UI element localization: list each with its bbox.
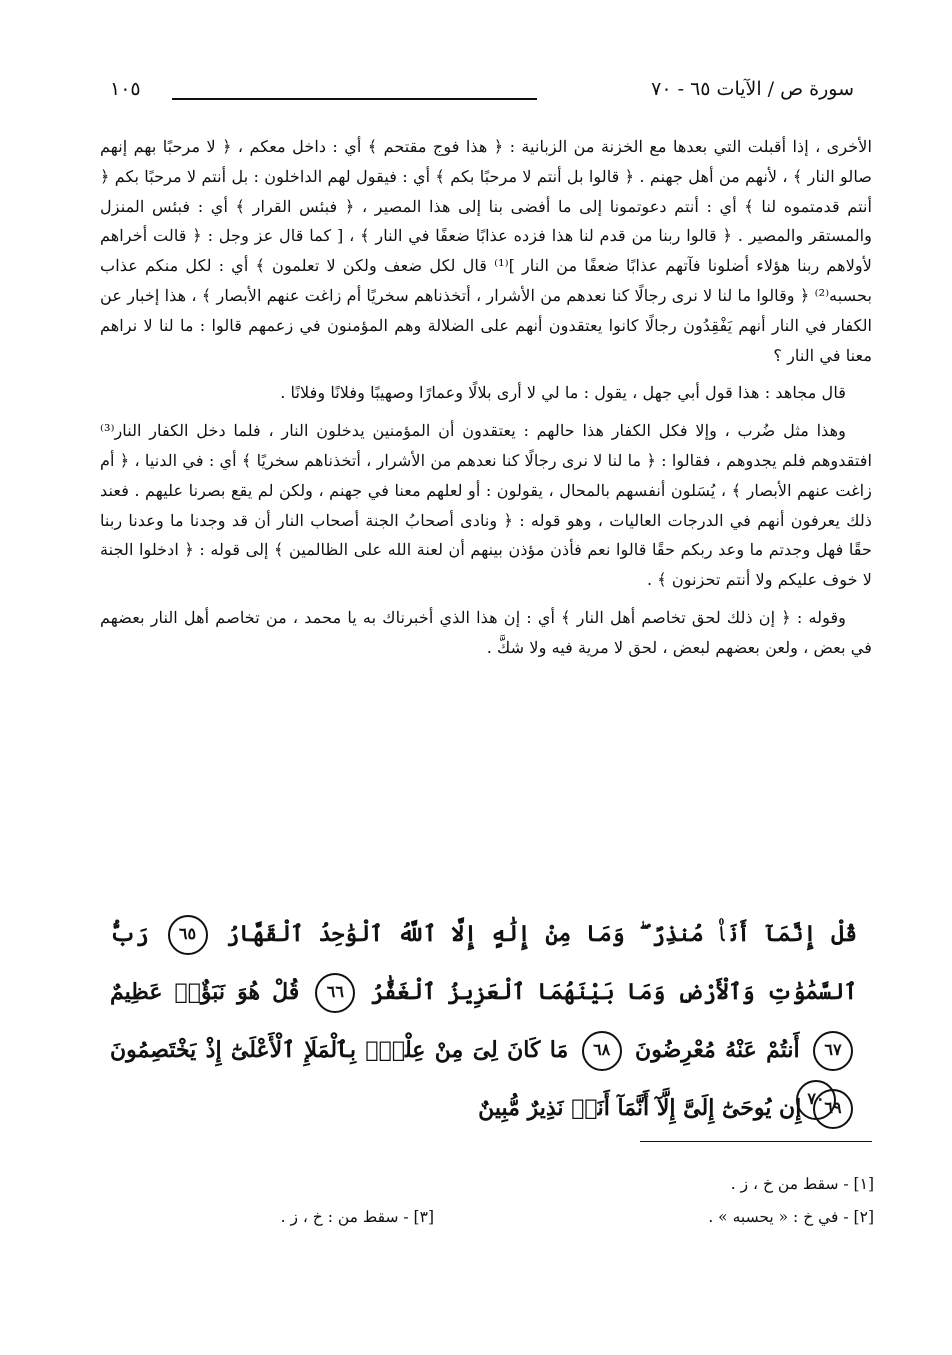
footnotes — [200, 1168, 874, 1234]
footnote: [١] - سقط من خ ، ز . — [730, 1175, 874, 1193]
verse-number-marker: ٦٥ — [168, 915, 208, 955]
surah-title: سورة ص / الآيات ٦٥ - ٧٠ — [651, 78, 854, 100]
paragraph: وهذا مثل ضُرب ، وإلا فكل الكفار هذا حالهم : يعتقدون أن المؤمنين يدخلون النار ، فلما دخل الكفار النار⁽³⁾ افتقدوهم فلم يجدوهم ، فقالوا : ﴿ ما لنا لا نرى رجالًا كنا نعدهم من الأشرار ، أتخذناهم سخريًا ﴾ أي : في الدنيا ، ﴿ أم زاغت عنهم الأبصار ﴾ ، يُسَلون أنفسهم بالمحال ، يقولون : أو لعلهم معنا في جهنم ، ولكن لم يقع بصرنا عليهم . فعند ذلك يعرفون أنهم في الدرجات العاليات ، وهو قوله : ﴿ ونادى أصحابُ الجنة أصحاب النار أن قد وجدنا ما وعدنا ربنا حقًا فهل وجدتم ما وعد ربكم حقًا قالوا نعم فأذن مؤذن بينهم أن لعنة الله على الظالمين ﴾ إلى قوله : ﴿ ادخلوا الجنة لا خوف عليكم ولا أنتم تحزنون ﴾ . — [100, 421, 872, 590]
verse-number-marker: ٦٦ — [315, 973, 355, 1013]
verse-text: رَبُّ ٱلسَّمَٰوَٰتِ وَٱلْأَرْضِ وَمَا بَيْنَهُمَا ٱلْعَزِيزُ ٱلْغَفَّٰرُ — [110, 921, 857, 1005]
verse-text: قُلْ هُوَ نَبَؤٌا۟ عَظِيمٌ — [110, 979, 300, 1005]
verse-number-marker: ٧٠ — [796, 1080, 836, 1120]
quran-verses — [110, 905, 857, 1137]
footnote-rule — [640, 1141, 872, 1142]
footnote: [٣] - سقط من : خ ، ز . — [280, 1208, 434, 1226]
page-number: ١٠٥ — [110, 78, 141, 100]
paragraph: قال مجاهد : هذا قول أبي جهل ، يقول : ما لي لا أرى بلالًا وعمارًا وصهيبًا وفلانًا وفلانًا . — [280, 383, 846, 403]
verse-text: إِن يُوحَىٰٓ إِلَىَّ إِلَّآ أَنَّمَآ أَنَا۠ نَذِيرٌ مُّبِينٌ — [478, 1095, 802, 1121]
paragraph: وقوله : ﴿ إن ذلك لحق تخاصم أهل النار ﴾ أي : إن هذا الذي أخبرناك به يا محمد ، من تخاصم أهل النار بعضهم في بعض ، ولعن بعضهم لبعض ، لحق لا مرية فيه ولا شكَّ . — [100, 607, 872, 657]
verse-text: قُلْ إِنَّمَآ أَنَا۠ مُنذِرٌ ۖ وَمَا مِنْ إِلَٰهٍ إِلَّا ٱللَّهُ ٱلْوَٰحِدُ ٱلْقَهَّارُ — [226, 921, 857, 947]
verse-number-marker: ٦٧ — [813, 1031, 853, 1071]
page-header — [110, 78, 854, 108]
verse-text: مَا كَانَ لِىَ مِنْ عِلْمٍۭ بِٱلْمَلَإِ ٱلْأَعْلَىٰٓ إِذْ يَخْتَصِمُونَ — [110, 1037, 569, 1063]
final-verse-marker-wrap — [792, 1080, 840, 1120]
commentary-text — [100, 132, 872, 671]
header-rule — [172, 98, 537, 100]
paragraph: الأخرى ، إذا أقبلت التي بعدها مع الخزنة من الزبانية : ﴿ هذا فوج مقتحم ﴾ أي : داخل معكم ، ﴿ لا مرحبًا بهم إنهم صالو النار ﴾ ، لأنهم من أهل جهنم . ﴿ قالوا بل أنتم لا مرحبًا بكم ﴾ أي : فيقول لهم الداخلون : بل أنتم لا مرحبًا بكم ﴿ أنتم قدمتموه لنا ﴾ أي : أنتم دعوتمونا إلى ما أفضى بنا إلى هذا المصير ، ﴿ فبئس القرار ﴾ أي : فبئس المنزل والمستقر والمصير . ﴿ قالوا ربنا من قدم لنا هذا فزده عذابًا ضعفًا في النار ﴾ ، [ كما قال عز وجل : ﴿ قالت أخراهم لأولاهم ربنا هؤلاء أضلونا فآتهم عذابًا ضعفًا من النار ]⁽¹⁾ قال لكل ضعف ولكن لا تعلمون ﴾ أي : لكل منكم عذاب بحسبه⁽²⁾ ﴿ وقالوا ما لنا لا نرى رجالًا كنا نعدهم من الأشرار ، أتخذناهم سخريًا أم زاغت عنهم الأبصار ﴾ ، هذا إخبار عن الكفار في النار أنهم يَفْقِدُون رجالًا كانوا يعتقدون أنهم على الضلالة وهم المؤمنون في زعمهم قالوا : ما لنا لا نراهم معنا في النار ؟ — [100, 137, 872, 365]
verse-number-marker: ٦٩ — [813, 1089, 853, 1129]
verse-text: أَنتُمْ عَنْهُ مُعْرِضُونَ — [635, 1037, 800, 1063]
footnote: [٢] - في خ : « يحسبه » . — [708, 1208, 874, 1226]
verse-number-marker: ٦٨ — [582, 1031, 622, 1071]
